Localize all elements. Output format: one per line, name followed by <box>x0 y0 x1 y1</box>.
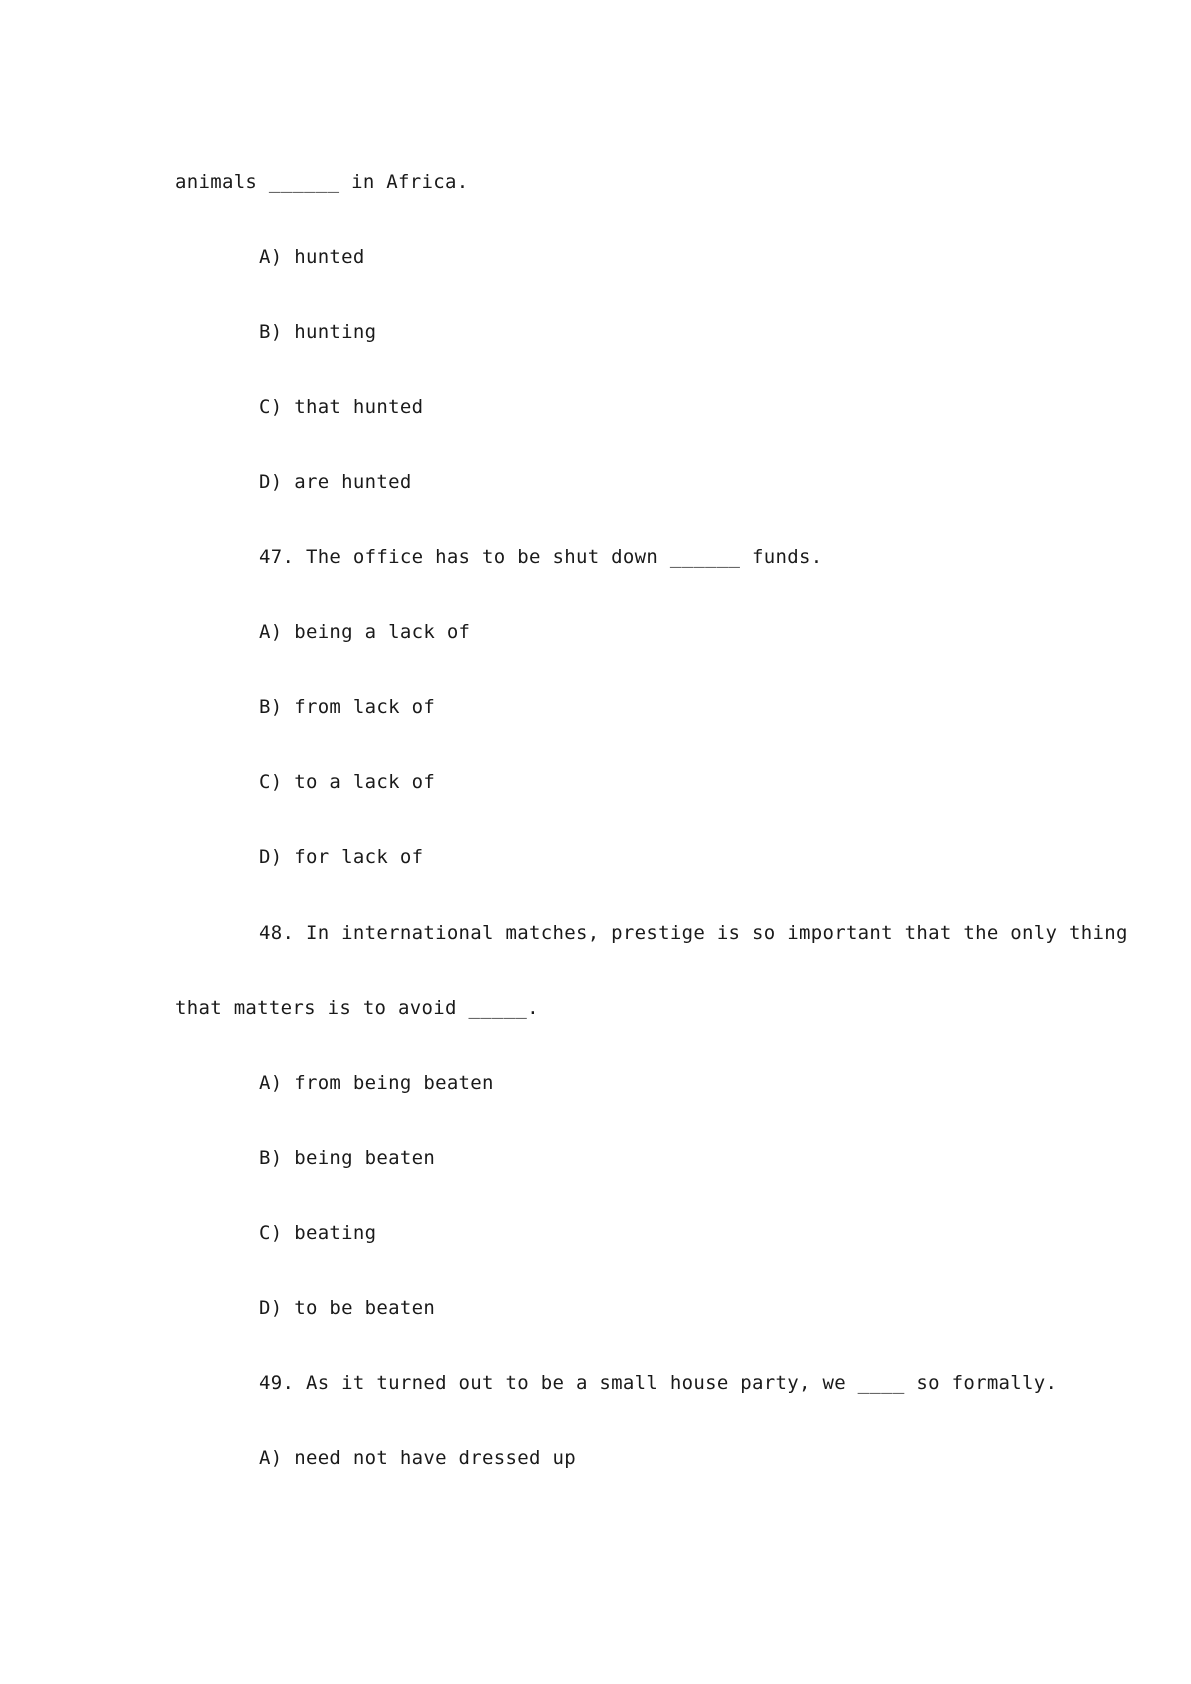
option-d: D) are hunted <box>259 471 412 493</box>
option-b: B) hunting <box>259 321 377 343</box>
option-a: A) hunted <box>259 246 365 268</box>
option-a: A) from being beaten <box>259 1072 494 1094</box>
question-48-continuation: that matters is to avoid _____. <box>175 997 539 1019</box>
option-d: D) to be beaten <box>259 1297 436 1319</box>
option-b: B) being beaten <box>259 1147 436 1169</box>
question-48: 48. In international matches, prestige is so important that the only thing <box>259 922 1128 944</box>
option-b: B) from lack of <box>259 696 436 718</box>
option-c: C) beating <box>259 1222 377 1244</box>
option-a: A) need not have dressed up <box>259 1447 576 1469</box>
option-c: C) to a lack of <box>259 771 436 793</box>
option-a: A) being a lack of <box>259 621 471 643</box>
option-d: D) for lack of <box>259 846 424 868</box>
question-47: 47. The office has to be shut down ______ funds. <box>259 546 823 568</box>
option-c: C) that hunted <box>259 396 424 418</box>
question-continuation-line: animals ______ in Africa. <box>175 171 469 193</box>
question-49: 49. As it turned out to be a small house party, we ____ so formally. <box>259 1372 1058 1394</box>
